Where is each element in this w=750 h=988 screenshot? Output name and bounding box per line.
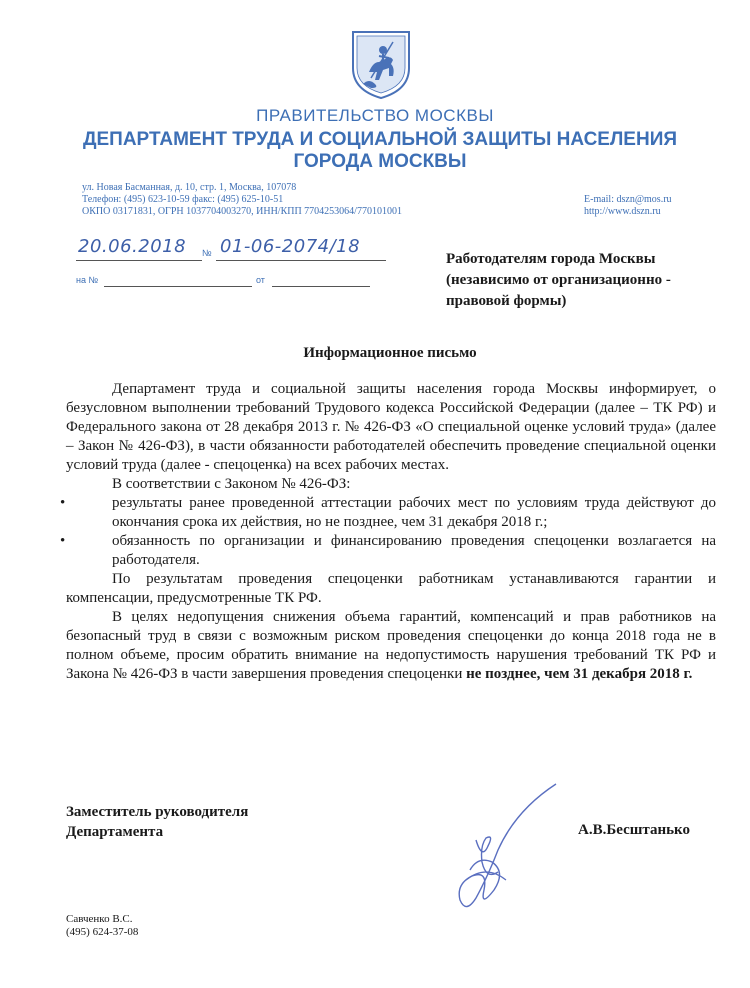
outgoing-registration <box>76 236 388 262</box>
executor-info <box>66 913 138 939</box>
reply-from-label: от <box>256 275 265 285</box>
addressee <box>446 249 736 312</box>
bullet-text-2: обязанность по организации и финансированию проведения спецоценки возлагается на работодателя. <box>112 533 716 568</box>
number-underline <box>216 260 386 261</box>
letter-body <box>60 380 716 684</box>
deadline-emphasis: не позднее, чем 31 декабря 2018 г. <box>466 666 693 682</box>
addressee-line: (независимо от организационно - <box>446 272 671 288</box>
reply-to-registration <box>76 272 376 288</box>
registration-codes: ОКПО 03171831, ОГРН 1037704003270, ИНН/КПП 7704253064/770101001 <box>82 206 402 217</box>
department-name-line1: ДЕПАРТАМЕНТ ТРУДА И СОЦИАЛЬНОЙ ЗАЩИТЫ НАСЕЛЕНИЯ <box>82 129 678 150</box>
date-underline <box>76 260 202 261</box>
reply-number-underline <box>104 286 252 287</box>
paragraph-4 <box>66 608 716 684</box>
number-prefix: № <box>202 248 212 258</box>
letter-title: Информационное письмо <box>303 345 477 361</box>
bullet-marker: • <box>60 495 66 511</box>
department-name <box>0 129 750 173</box>
reply-date-underline <box>272 286 370 287</box>
paragraph-4-text: В целях недопущения снижения объема гарантий, компенсаций и прав работников на безопасный труд в связи с возможным риском проведения спецоценки до конца 2018 года не в полном объеме, просим обратить внимание на недопустимость нарушения требований ТК РФ и Закона № 426-ФЗ в части завершения проведения спецоценки <box>66 609 716 682</box>
contacts-right <box>584 194 672 218</box>
government-name: ПРАВИТЕЛЬСТВО МОСКВЫ <box>256 106 494 125</box>
website: http://www.dszn.ru <box>584 206 661 217</box>
contacts-left <box>82 182 402 218</box>
outgoing-number: 01-06-2074/18 <box>220 236 361 257</box>
paragraph-2: В соответствии с Законом № 426-ФЗ: <box>112 476 351 492</box>
addressee-line: Работодателям города Москвы <box>446 251 656 267</box>
email: E-mail: dszn@mos.ru <box>584 194 672 205</box>
bullet-marker: • <box>60 533 66 549</box>
department-name-line2: ГОРОДА МОСКВЫ <box>293 151 467 172</box>
bullet-item-1 <box>60 494 716 532</box>
paragraph-1: Департамент труда и социальной защиты населения города Москвы информирует, о безусловном выполнении требований Трудового кодекса Российской Федерации (далее – ТК РФ) и Федерального закона от 28 декабря 2013 г. № 426-ФЗ «О специальной оценке условий труда» (далее – Закон № 426-ФЗ), в части обязанности работодателей обеспечить проведение специальной оценки условий труда (далее - спецоценка) на всех рабочих местах. <box>66 381 716 473</box>
paragraph-3: По результатам проведения спецоценки работникам устанавливаются гарантии и компенсации, предусмотренные ТК РФ. <box>66 571 716 606</box>
address: ул. Новая Басманная, д. 10, стр. 1, Москва, 107078 <box>82 182 297 193</box>
bullet-item-2 <box>60 532 716 570</box>
bullet-text-1: результаты ранее проведенной аттестации рабочих мест по условиям труда действуют до окончания срока их действия, но не позднее, чем 31 декабря 2018 г.; <box>112 495 716 530</box>
executor-name: Савченко В.С. <box>66 913 133 925</box>
moscow-coat-of-arms-icon <box>349 28 413 100</box>
signatory-title-line2: Департамента <box>66 824 164 840</box>
executor-phone: (495) 624-37-08 <box>66 926 139 938</box>
signatory-name: А.В.Бесштанько <box>578 822 690 838</box>
signatory-title <box>66 802 248 842</box>
addressee-line: правовой формы) <box>446 293 567 309</box>
signatory-title-line1: Заместитель руководителя <box>66 804 249 820</box>
reply-prefix: на № <box>76 275 99 285</box>
outgoing-date: 20.06.2018 <box>78 236 187 257</box>
phone-fax: Телефон: (495) 623-10-59 факс: (495) 625-10-51 <box>82 194 284 205</box>
handwritten-signature <box>436 780 566 920</box>
